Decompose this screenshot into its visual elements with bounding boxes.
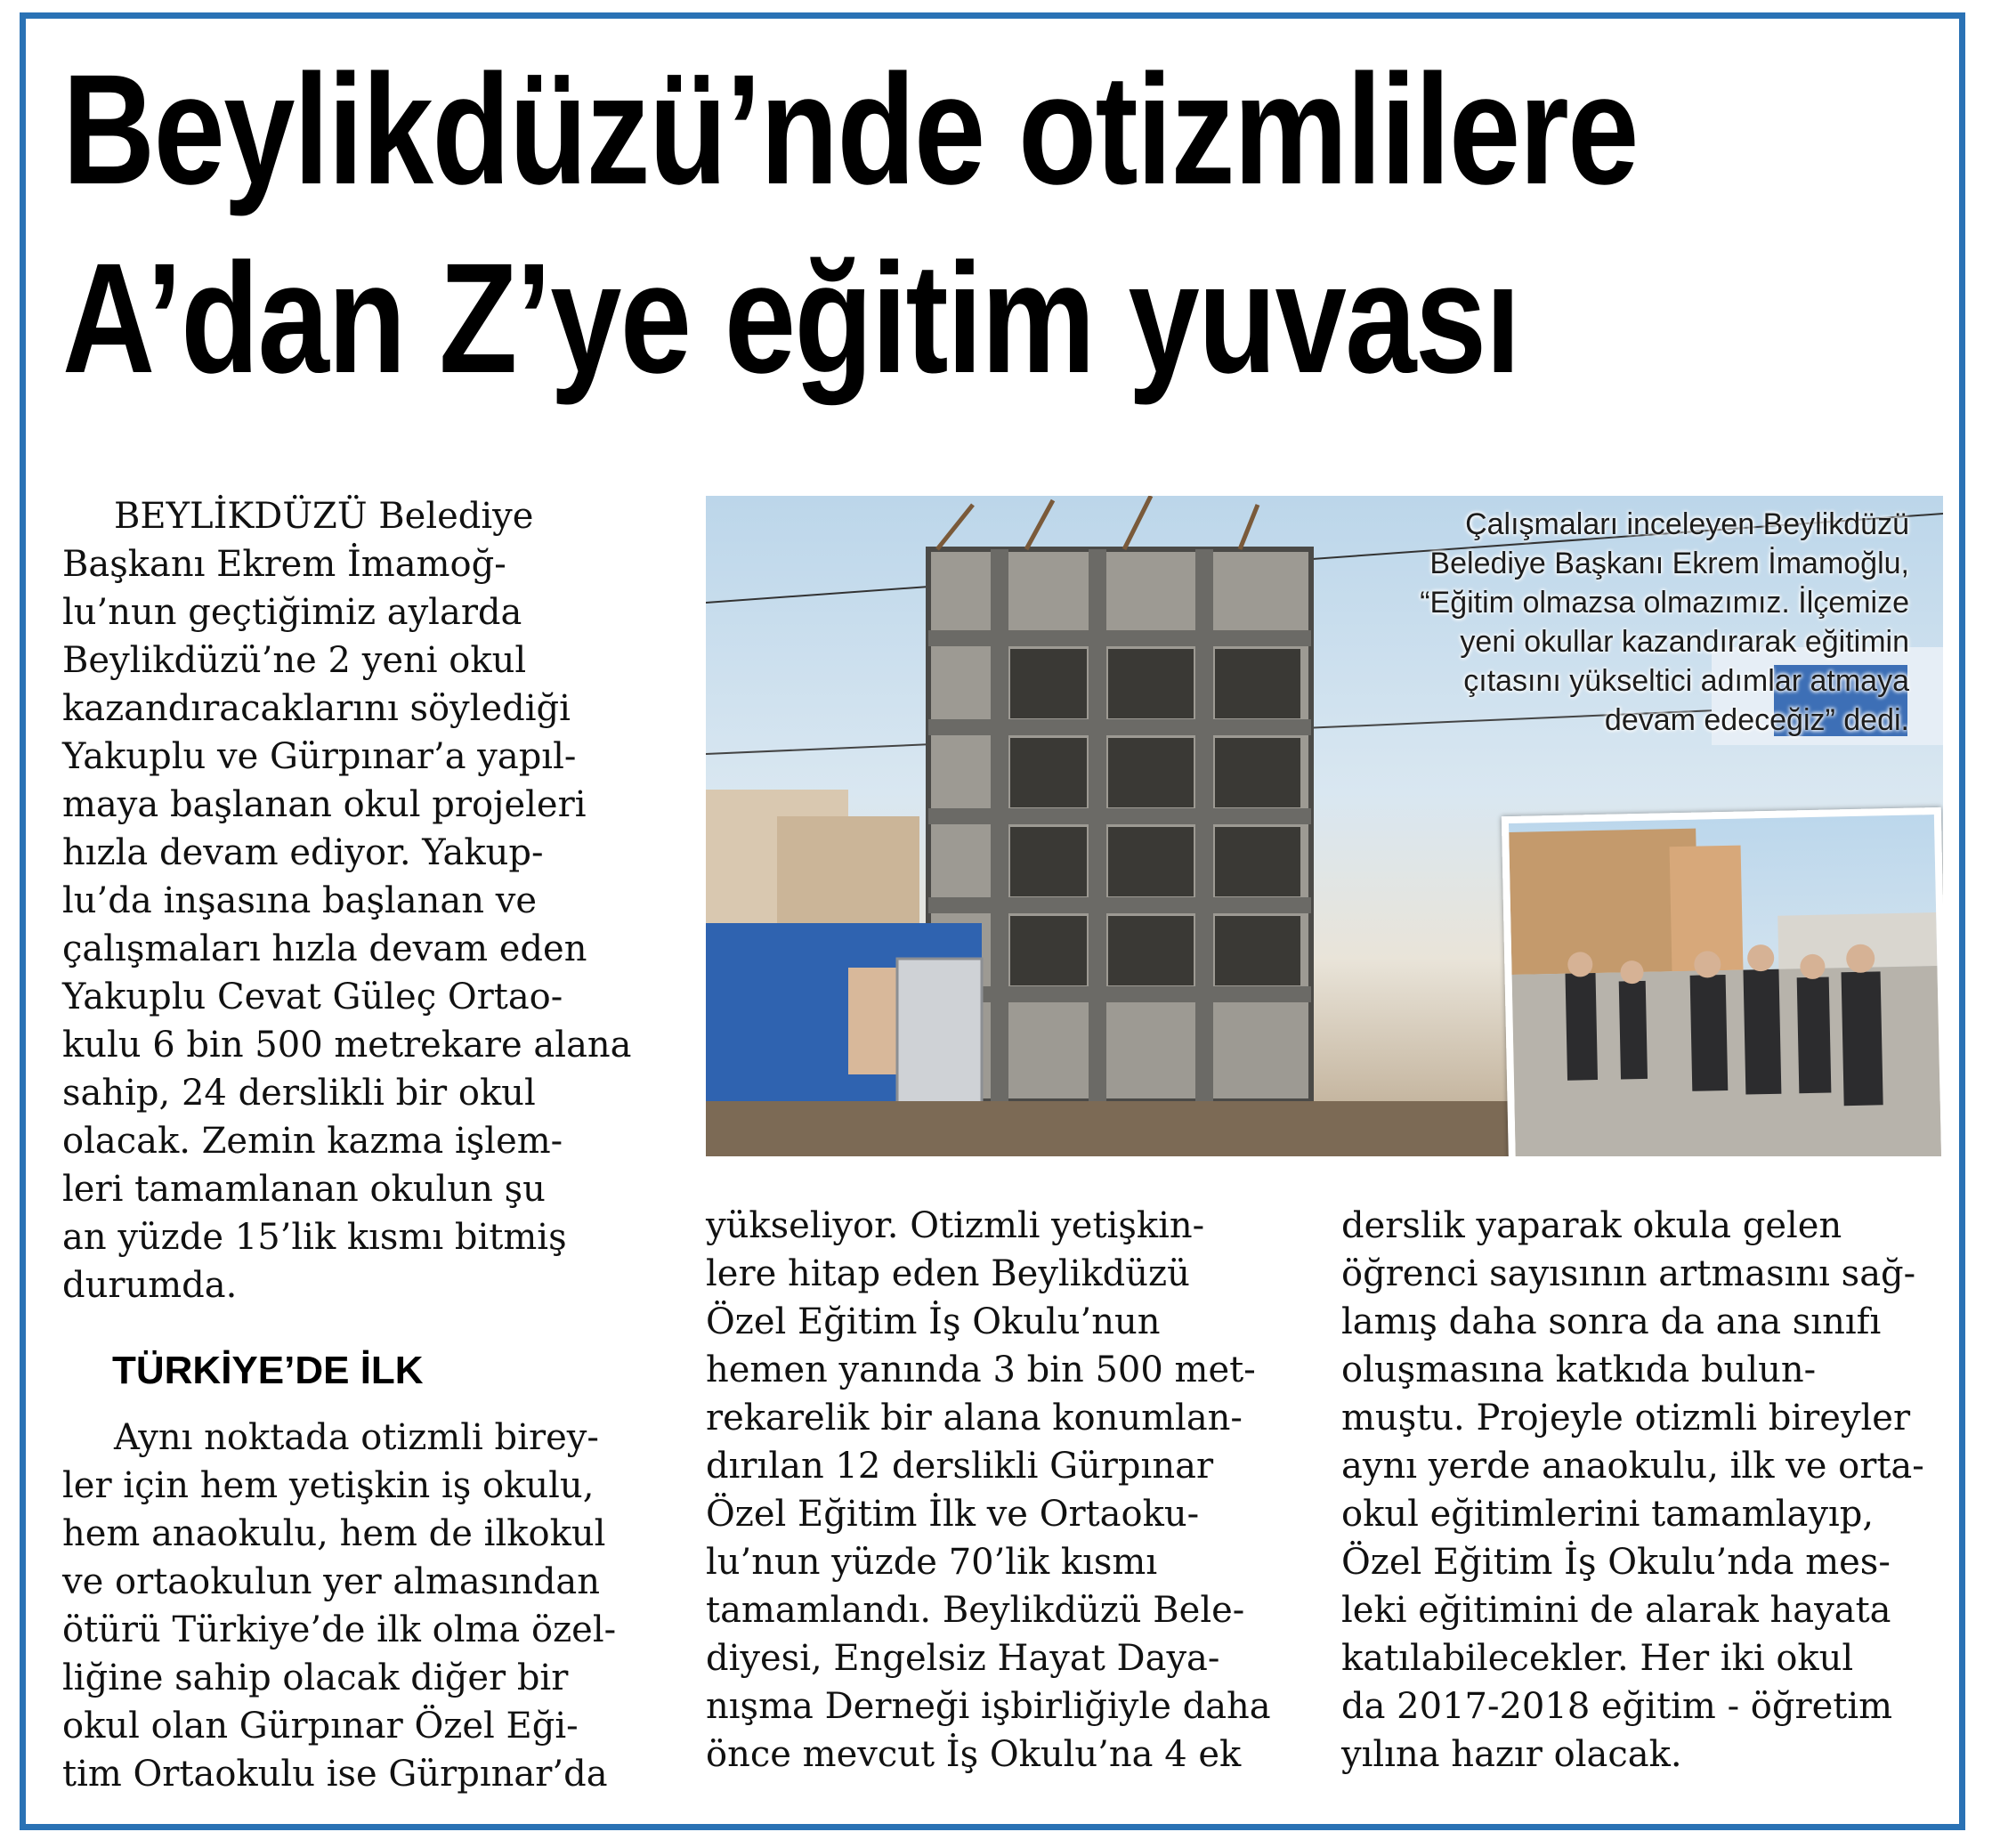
photo-caption	[1420, 505, 1909, 740]
caption-line: yeni okullar kazandırarak eğitimin	[1460, 625, 1909, 659]
headline	[62, 36, 1638, 413]
body-line: kazandıracaklarını söylediği	[62, 688, 571, 729]
body-line: katılabilecekler. Her iki okul	[1341, 1638, 1854, 1679]
column-1-continued	[62, 1414, 616, 1798]
body-line: derslik yaparak okula gelen	[1341, 1205, 1842, 1246]
body-line: hızla devam ediyor. Yakup-	[62, 832, 544, 873]
body-line: BEYLİKDÜZÜ Belediye	[114, 496, 534, 537]
body-line: öğrenci sayısının artmasını sağ-	[1341, 1253, 1916, 1294]
body-line: Beylikdüzü’ne 2 yeni okul	[62, 640, 527, 681]
body-line: da 2017-2018 eğitim - öğretim	[1341, 1686, 1893, 1727]
caption-line: çıtasını yükseltici adımlar atmaya	[1463, 664, 1909, 698]
body-line: Özel Eğitim İş Okulu’nda mes-	[1341, 1542, 1891, 1583]
column-3	[1341, 1202, 1924, 1779]
body-line: hemen yanında 3 bin 500 met-	[706, 1350, 1256, 1390]
body-line: lu’nun yüzde 70’lik kısmı	[706, 1542, 1158, 1583]
body-line: leri tamamlanan okulun şu	[62, 1169, 546, 1210]
body-line: rekarelik bir alana konumlan-	[706, 1398, 1243, 1439]
body-line: Yakuplu Cevat Güleç Ortao-	[62, 977, 563, 1017]
body-line: ötürü Türkiye’de ilk olma özel-	[62, 1609, 617, 1650]
body-line: nışma Derneği işbirliğiyle daha	[706, 1686, 1271, 1727]
construction-photo	[706, 496, 1943, 1156]
body-line: oluşmasına katkıda bulun-	[1341, 1350, 1817, 1390]
body-line: Aynı noktada otizmli birey-	[114, 1417, 599, 1458]
body-line: durumda.	[62, 1265, 238, 1306]
body-line: hem anaokulu, hem de ilkokul	[62, 1513, 606, 1554]
body-line: ler için hem yetişkin iş okulu,	[62, 1465, 595, 1506]
column-2	[706, 1202, 1271, 1779]
headline-line-2: A’dan Z’ye eğitim yuvası	[62, 231, 1519, 406]
body-line: lere hitap eden Beylikdüzü	[706, 1253, 1190, 1294]
body-line: leki eğitimini de alarak hayata	[1341, 1590, 1891, 1631]
body-line: dırılan 12 derslikli Gürpınar	[706, 1446, 1214, 1487]
body-line: Başkanı Ekrem İmamoğ-	[62, 544, 506, 585]
body-line: tim Ortaokulu ise Gürpınar’da	[62, 1754, 608, 1795]
body-line: okul eğitimlerini tamamlayıp,	[1341, 1494, 1875, 1535]
body-line: Yakuplu ve Gürpınar’a yapıl-	[62, 736, 577, 777]
body-line: ve ortaokulun yer almasından	[62, 1561, 601, 1602]
caption-line: Çalışmaları inceleyen Beylikdüzü	[1465, 507, 1909, 541]
body-line: lu’nun geçtiğimiz aylarda	[62, 592, 522, 633]
body-line: Özel Eğitim İlk ve Ortaoku-	[706, 1494, 1200, 1535]
body-line: sahip, 24 derslikli bir okul	[62, 1073, 536, 1114]
body-line: maya başlanan okul projeleri	[62, 784, 587, 825]
body-line: yükseliyor. Otizmli yetişkin-	[706, 1205, 1205, 1246]
body-line: lu’da inşasına başlanan ve	[62, 880, 537, 921]
body-line: diyesi, Engelsiz Hayat Daya-	[706, 1638, 1220, 1679]
column-1	[62, 492, 632, 1309]
subheading: TÜRKİYE’DE İLK	[112, 1349, 424, 1392]
body-line: önce mevcut İş Okulu’na 4 ek	[706, 1734, 1242, 1775]
body-line: aynı yerde anaokulu, ilk ve orta-	[1341, 1446, 1924, 1487]
caption-line: devam edeceğiz” dedi.	[1604, 703, 1909, 737]
caption-line: Belediye Başkanı Ekrem İmamoğlu,	[1429, 547, 1909, 580]
body-line: lamış daha sonra da ana sınıfı	[1341, 1301, 1882, 1342]
body-line: liğine sahip olacak diğer bir	[62, 1658, 569, 1698]
body-line: çalışmaları hızla devam eden	[62, 928, 587, 969]
body-line: an yüzde 15’lik kısmı bitmiş	[62, 1217, 567, 1258]
body-line: okul olan Gürpınar Özel Eği-	[62, 1706, 579, 1747]
headline-line-1: Beylikdüzü’nde otizmlilere	[62, 43, 1638, 217]
body-line: olacak. Zemin kazma işlem-	[62, 1121, 563, 1162]
body-line: muştu. Projeyle otizmli bireyler	[1341, 1398, 1911, 1439]
inset-photo	[1502, 807, 1943, 1156]
body-line: yılına hazır olacak.	[1341, 1734, 1682, 1775]
body-line: kulu 6 bin 500 metrekare alana	[62, 1025, 632, 1066]
caption-line: “Eğitim olmazsa olmazımız. İlçemize	[1420, 586, 1909, 620]
body-line: Özel Eğitim İş Okulu’nun	[706, 1301, 1161, 1342]
officials-walking-illustration	[1509, 815, 1941, 1156]
body-line: tamamlandı. Beylikdüzü Bele-	[706, 1590, 1245, 1631]
